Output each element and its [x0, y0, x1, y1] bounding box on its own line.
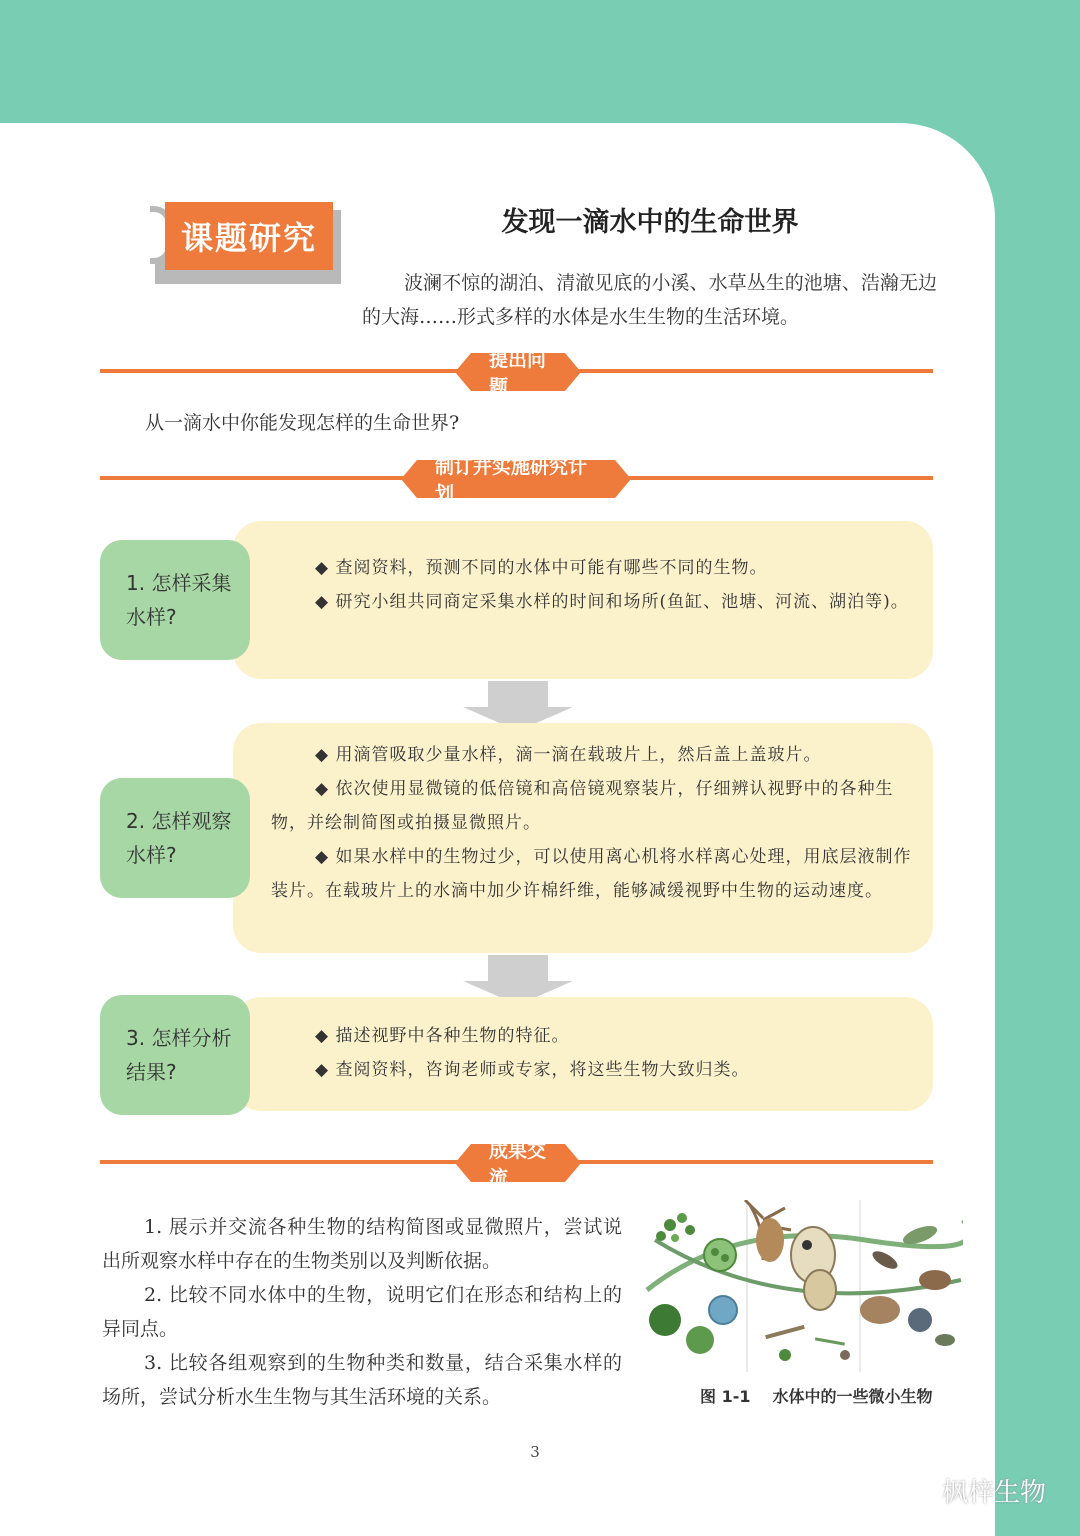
watermark-text: 枫梓生物 [942, 1478, 1047, 1508]
page-title: 发现一滴水中的生命世界 [501, 207, 799, 238]
research-question: 从一滴水中你能发现怎样的生命世界? [145, 412, 460, 434]
step-panel [233, 521, 933, 679]
step-body [271, 551, 915, 619]
step-panel [233, 723, 933, 953]
step-item: ◆ 研究小组共同商定采集水样的时间和场所(鱼缸、池塘、河流、湖泊等)。 [271, 585, 915, 619]
step-body [271, 1019, 915, 1087]
figure-caption-text: 水体中的一些微小生物 [772, 1387, 933, 1406]
wechat-icon [898, 1476, 936, 1506]
step-panel [233, 997, 933, 1111]
step-item: ◆ 如果水样中的生物过少，可以使用离心机将水样离心处理，用底层液制作装片。在载玻片上的水滴中加少许棉纤维，能够减缓视野中生物的运动速度。 [271, 840, 915, 908]
step-item: ◆ 查阅资料，咨询老师或专家，将这些生物大致归类。 [271, 1053, 915, 1087]
step-tab [100, 778, 250, 898]
microorganisms-illustration [645, 1200, 963, 1372]
step-item: ◆ 查阅资料，预测不同的水体中可能有哪些不同的生物。 [271, 551, 915, 585]
results-item: 1. 展示并交流各种生物的结构简图或显微照片，尝试说出所观察水样中存在的生物类别以及判断依据。 [102, 1216, 622, 1272]
figure-number: 图 1-1 [700, 1387, 751, 1406]
step-label: 1. 怎样采集水样? [126, 571, 232, 629]
section-heading-results: 成果交流 [471, 1144, 565, 1182]
step-tab [100, 995, 250, 1115]
step-label: 2. 怎样观察水样? [126, 809, 232, 867]
step-label: 3. 怎样分析结果? [126, 1026, 232, 1084]
results-list [102, 1210, 622, 1414]
step-tab [100, 540, 250, 660]
section-heading-plan: 制订并实施研究计划 [417, 460, 615, 498]
section-tag: 课题研究 [165, 202, 333, 270]
results-item: 3. 比较各组观察到的生物种类和数量，结合采集水样的场所，尝试分析水生生物与其生活环境的关系。 [102, 1352, 622, 1408]
section-heading-question: 提出问题 [471, 353, 565, 391]
intro-paragraph: 波澜不惊的湖泊、清澈见底的小溪、水草丛生的池塘、浩瀚无边的大海……形式多样的水体是水生生物的生活环境。 [362, 272, 937, 328]
step-item: ◆ 描述视野中各种生物的特征。 [271, 1019, 915, 1053]
figure-caption [700, 1384, 933, 1407]
watermark [898, 1472, 1046, 1509]
step-item: ◆ 用滴管吸取少量水样，滴一滴在载玻片上，然后盖上盖玻片。 [271, 738, 915, 772]
step-body [271, 738, 915, 908]
page-number: 3 [530, 1443, 540, 1461]
results-item: 2. 比较不同水体中的生物，说明它们在形态和结构上的异同点。 [102, 1284, 622, 1340]
step-item: ◆ 依次使用显微镜的低倍镜和高倍镜观察装片，仔细辨认视野中的各种生物，并绘制简图或拍摄显微照片。 [271, 772, 915, 840]
